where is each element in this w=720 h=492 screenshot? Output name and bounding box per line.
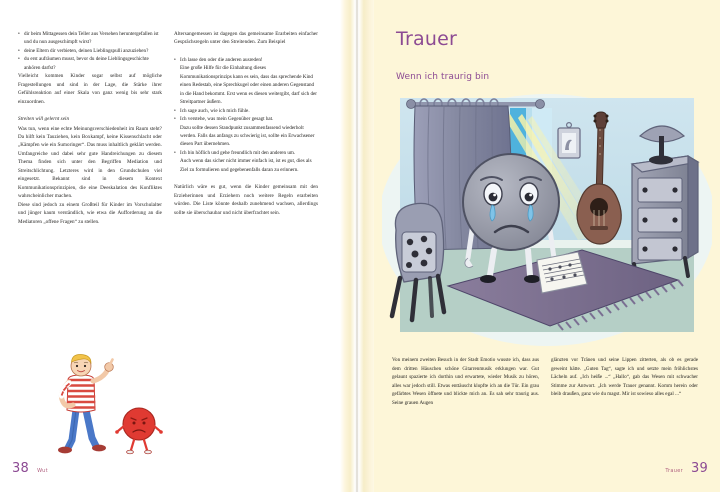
paragraph: Natürlich wäre es gut, wenn die Kinder gemeinsam mit den Erzieherinnen und Erziehern noch weitere Regeln erarbeiten würden. Die Liste könnte deshalb zunehmend wachsen, allerdings sollte sie überschaubar und nicht überfrachtet sein. <box>174 184 318 216</box>
spacer <box>174 47 318 56</box>
boy-pointing-and-red-angry-blob-illustration <box>46 352 171 460</box>
list-item-lead: Ich verstehe, was mein Gegenüber gesagt hat. <box>180 116 274 123</box>
bullet-list-rules <box>174 56 318 174</box>
boy-figure <box>58 354 113 453</box>
list-item: • deine Eltern dir verbieten, deinen Lieblingspulli anzuziehen? <box>18 47 162 55</box>
right-column-2 <box>551 356 698 408</box>
right-page-columns <box>392 356 698 408</box>
paragraph: Diese sind jedoch zu einem Großteil für Kinder im Vorschulalter und jünger kaum verständlich, wie etwa die Aufforderung an die Mediatoren „offene Fragen“ zu stellen. <box>18 201 162 225</box>
left-column-2 <box>174 30 318 226</box>
sad-grey-character-in-room-illustration <box>382 90 712 350</box>
page-subtitle: Wenn ich traurig bin <box>396 72 490 82</box>
red-angry-blob-figure <box>115 408 163 454</box>
right-page-footer <box>665 461 708 476</box>
running-head: Trauer <box>665 468 683 474</box>
paragraph: Umfangreiche und dabei sehr gute Handreichungen zu diesem Thema finden sich unter den Begriffen Mediation und Streitschlichtung. Letzteres wird in den Grundschulen viel eingesetzt. Bekannt sind in diesem Kontext Kommunikationsprinzipien, die eine Deeskalation des Konfliktes wahrscheinlicher machen. <box>18 150 162 200</box>
running-head: Wut <box>37 468 48 474</box>
list-item-body: Eine große Hilfe für die Einhaltung dieses Kommunikationsprinzips kann es sein, dass das sprechende Kind einen Redestab, eine Sprechkugel oder einen anderen Gegenstand in die Hand bekommt. Erst wenn es diesen weitergibt, darf sich der Streitpartner äußern. <box>180 65 317 106</box>
spacer <box>174 174 318 183</box>
paragraph: Was tun, wenn eine echte Meinungsverschiedenheit im Raum steht? Da hilft kein Tauziehen, kein Boxkampf, keine Kissenschlacht oder „Kämpfen wie ein Sumoringer“. Das muss inhaltlich geklärt werden. <box>18 125 162 149</box>
left-page-columns <box>18 30 318 226</box>
paragraph: Altersangemessen ist dagegen das gemeinsame Erarbeiten einfacher Gesprächsregeln unter den Streitenden. Zum Beispiel <box>174 31 318 46</box>
wall-picture-frame <box>558 123 580 158</box>
list-item <box>174 107 318 115</box>
list-item-body: Auch wenn das sicher nicht immer einfach ist, ist es gut, dies als Ziel zu formulieren und gegebenenfalls daran zu erinnern. <box>180 158 312 173</box>
section-subheading: Streiten will gelernt sein <box>18 116 70 123</box>
list-item: • dir beim Mittagessen dein Teller aus Versehen heruntergefallen ist und du nun ausgeschimpft wirst? <box>18 30 162 47</box>
list-item <box>174 115 318 149</box>
left-page-footer <box>12 461 48 476</box>
list-item: • du erst aufräumen musst, bevor du deine Lieblingsgeschichte anhören darfst? <box>18 55 162 72</box>
paragraph: glänzten vor Tränen und seine Lippen zitterten, als ob es gerade geweint hätte. „Guten Tag“, sagte ich und setzte mein fröhlichstes Lächeln auf. „Ich heiße ...“ „Hallo“, gab das Wesen mit schwacher Stimme zur Antwort. „Ich werde Trauer genannt. Komm herein oder bleib draußen, ganz wie du magst. Mir ist sowieso alles egal ...“ <box>551 357 698 398</box>
left-page <box>0 0 340 492</box>
page-number: 39 <box>690 461 708 476</box>
paragraph: Von meinem zweiten Besuch in der Stadt Emotio wusste ich, dass aus dem dritten Häuschen schöne Gitarrenmusik erklungen war. Gut gelaunt spazierte ich dorthin und erwartete, wieder Musik zu hören, alles war jedoch still. Etwas enttäuscht klopfte ich an die Tür. Ein grau gefärbtes Wesen öffnete und blickte mich an. Es sah sehr traurig aus. Seine grauen Augen <box>392 357 539 406</box>
left-column-1 <box>18 30 162 226</box>
paragraph: Vielleicht kommen Kinder sogar selbst auf mögliche Fragestellungen und sind in der Lage, die Stärke ihrer Gefühlsreaktion auf einer Skala von ganz wenig bis sehr stark einzuordnen. <box>18 73 162 105</box>
page-number: 38 <box>12 461 30 476</box>
list-item-body: Dazu sollte dessen Standpunkt zusammenfassend wiederholt werden. Falls das anfangs zu schwierig ist, sollte ein Erwachsener diesen Part übernehmen. <box>180 124 315 148</box>
list-item <box>174 56 318 107</box>
page-title: Trauer <box>396 28 457 50</box>
book-gutter <box>340 0 374 492</box>
list-item-lead: Ich lasse den oder die anderen ausreden! <box>180 56 263 63</box>
list-item <box>174 149 318 174</box>
right-page <box>374 0 720 492</box>
list-item-lead: Ich bin höflich und gehe freundlich mit den anderen um. <box>180 149 296 156</box>
list-item-lead: Ich sage auch, wie ich mich fühle. <box>180 107 250 114</box>
bullet-list-causes <box>18 30 162 72</box>
right-column-1 <box>392 356 539 408</box>
